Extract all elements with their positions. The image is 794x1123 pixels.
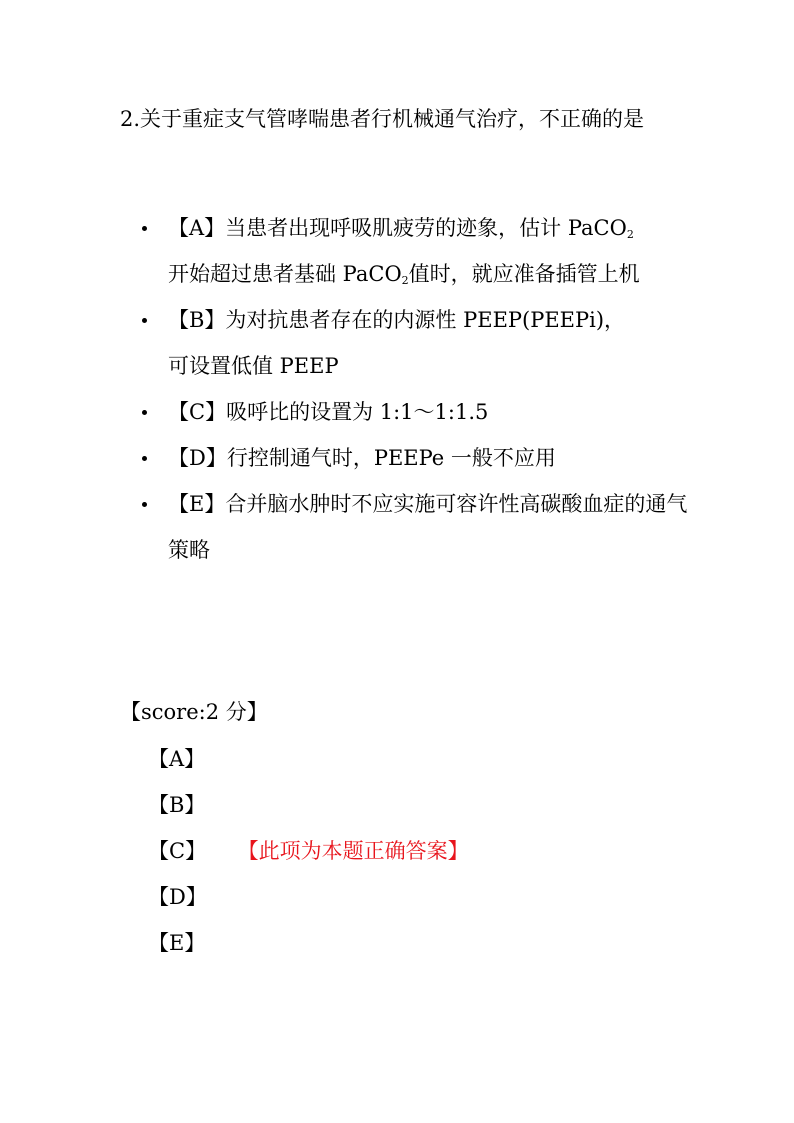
bullet-icon — [142, 226, 147, 231]
option-a-text: 【A】当患者出现呼吸肌疲劳的迹象，估计 PaCO$_2$ 开始超过患者基础 PaCO$_2$值时，就应准备插管上机 — [168, 216, 640, 287]
answer-a-label: 【A】 — [148, 747, 206, 771]
correct-answer-marker: 【此项为本题正确答案】 — [248, 839, 469, 863]
question-text: 2.关于重症支气管哮喘患者行机械通气治疗，不正确的是 — [120, 107, 645, 131]
score-label: 【score:2 分】 — [120, 700, 268, 724]
bullet-icon — [142, 456, 147, 461]
answer-e-label: 【E】 — [148, 931, 206, 955]
option-list — [110, 205, 690, 573]
option-a — [110, 205, 690, 297]
option-d — [110, 435, 690, 481]
answer-b — [148, 782, 620, 828]
option-c — [110, 389, 690, 435]
answer-e — [148, 920, 620, 966]
option-b-text: 【B】为对抗患者存在的内源性 PEEP(PEEPi)，可设置低值 PEEP — [168, 308, 626, 378]
bullet-icon — [142, 410, 147, 415]
score-block — [120, 690, 620, 966]
answer-a — [148, 736, 620, 782]
option-e-text: 【E】合并脑水肿时不应实施可容许性高碳酸血症的通气策略 — [168, 492, 688, 562]
bullet-icon — [142, 502, 147, 507]
answer-b-label: 【B】 — [148, 793, 206, 817]
bullet-icon — [142, 318, 147, 323]
option-d-text: 【D】行控制通气时，PEEPe 一般不应用 — [168, 446, 556, 470]
answer-c-label: 【C】 — [148, 839, 207, 863]
option-c-text: 【C】吸呼比的设置为 1:1～1:1.5 — [168, 400, 489, 424]
answer-list — [120, 736, 620, 966]
answer-c — [148, 828, 620, 874]
answer-d-label: 【D】 — [148, 885, 207, 909]
option-e — [110, 481, 690, 573]
option-b — [110, 297, 690, 389]
answer-d — [148, 874, 620, 920]
